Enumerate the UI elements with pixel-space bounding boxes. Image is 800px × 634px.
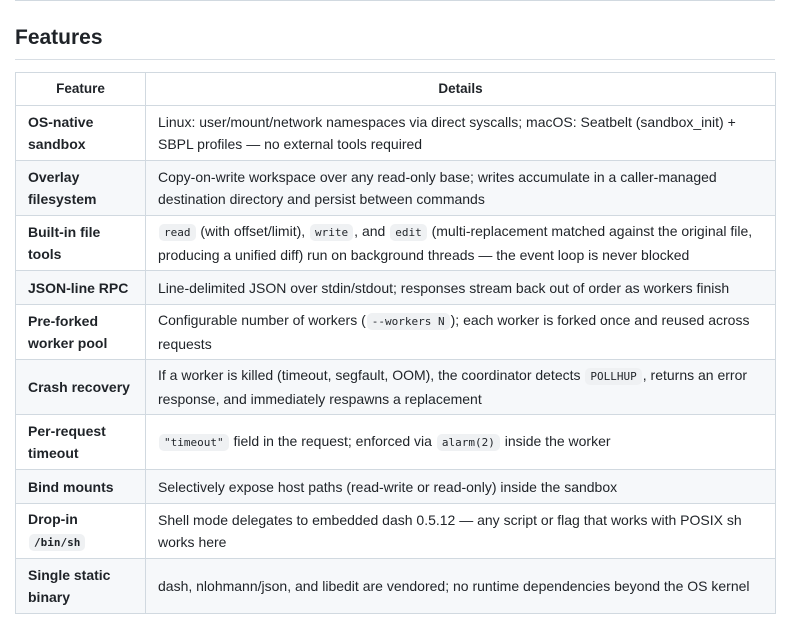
feature-cell <box>16 360 146 415</box>
feature-name: Crash recovery <box>28 379 130 395</box>
inline-code: /bin/sh <box>29 534 85 551</box>
table-header-row <box>16 73 776 106</box>
details-text: , returns an error response, and immediately respawns a replacement <box>158 367 748 407</box>
table-row <box>16 415 776 470</box>
column-header-feature: Feature <box>16 73 146 106</box>
table-row <box>16 106 776 161</box>
details-cell <box>146 161 776 216</box>
feature-cell <box>16 216 146 271</box>
inline-code: alarm(2) <box>437 434 500 451</box>
feature-name: Built-in file tools <box>28 224 101 262</box>
feature-cell <box>16 106 146 161</box>
inline-code: --workers N <box>367 313 450 330</box>
feature-name: Per-request timeout <box>28 423 106 461</box>
details-cell <box>146 271 776 305</box>
details-cell <box>146 216 776 271</box>
feature-cell <box>16 559 146 614</box>
table-row <box>16 161 776 216</box>
inline-code: POLLHUP <box>585 368 641 385</box>
details-text: inside the worker <box>500 433 611 449</box>
table-row <box>16 305 776 360</box>
details-cell <box>146 559 776 614</box>
details-text: , and <box>354 223 390 239</box>
details-text: Line-delimited JSON over stdin/stdout; responses stream back out of order as workers finish <box>158 279 730 296</box>
details-text: Shell mode delegates to embedded dash 0.5.12 — any script or flag that works with POSIX sh works here <box>158 512 742 550</box>
details-cell <box>146 504 776 559</box>
details-text: Configurable number of workers ( <box>158 312 366 328</box>
details-cell <box>146 106 776 161</box>
feature-name: OS-native sandbox <box>28 114 94 152</box>
details-cell <box>146 415 776 470</box>
inline-code: read <box>159 224 196 241</box>
inline-code: "timeout" <box>159 434 229 451</box>
table-row <box>16 271 776 305</box>
table-row <box>16 559 776 614</box>
details-text: (multi-replacement matched against the original file, producing a unified diff) run on background threads — the event loop is never blocked <box>158 223 753 263</box>
table-row <box>16 216 776 271</box>
details-text: field in the request; enforced via <box>229 433 436 449</box>
details-text: If a worker is killed (timeout, segfault, OOM), the coordinator detects <box>158 367 585 383</box>
feature-name: Bind mounts <box>28 478 114 495</box>
feature-name: Overlay filesystem <box>28 169 97 207</box>
table-row <box>16 504 776 559</box>
details-cell <box>146 360 776 415</box>
details-text: Selectively expose host paths (read-write or read-only) inside the sandbox <box>158 478 618 495</box>
features-table <box>15 72 776 614</box>
inline-code: edit <box>390 224 427 241</box>
details-cell <box>146 305 776 360</box>
details-text: Copy-on-write workspace over any read-only base; writes accumulate in a caller-managed destination directory and persist between commands <box>158 169 717 207</box>
feature-cell <box>16 415 146 470</box>
feature-cell <box>16 271 146 305</box>
top-divider <box>15 0 775 1</box>
table-row <box>16 360 776 415</box>
feature-cell <box>16 305 146 360</box>
inline-code: write <box>310 224 353 241</box>
details-text: (with offset/limit), <box>196 223 310 239</box>
feature-name: Drop-in <box>28 511 78 527</box>
feature-cell <box>16 470 146 504</box>
feature-name: Pre-forked worker pool <box>28 313 108 351</box>
feature-cell <box>16 504 146 559</box>
table-row <box>16 470 776 504</box>
feature-cell <box>16 161 146 216</box>
section-heading: Features <box>15 22 775 60</box>
details-cell <box>146 470 776 504</box>
column-header-details: Details <box>146 73 776 106</box>
details-text: ); each worker is forked once and reused across requests <box>158 312 750 352</box>
details-text: Linux: user/mount/network namespaces via direct syscalls; macOS: Seatbelt (sandbox_init) + SBPL profiles — no external tools required <box>158 114 736 152</box>
details-text: dash, nlohmann/json, and libedit are vendored; no runtime dependencies beyond the OS kernel <box>158 578 750 594</box>
feature-name: JSON-line RPC <box>28 279 129 296</box>
feature-name: Single static binary <box>28 567 111 605</box>
